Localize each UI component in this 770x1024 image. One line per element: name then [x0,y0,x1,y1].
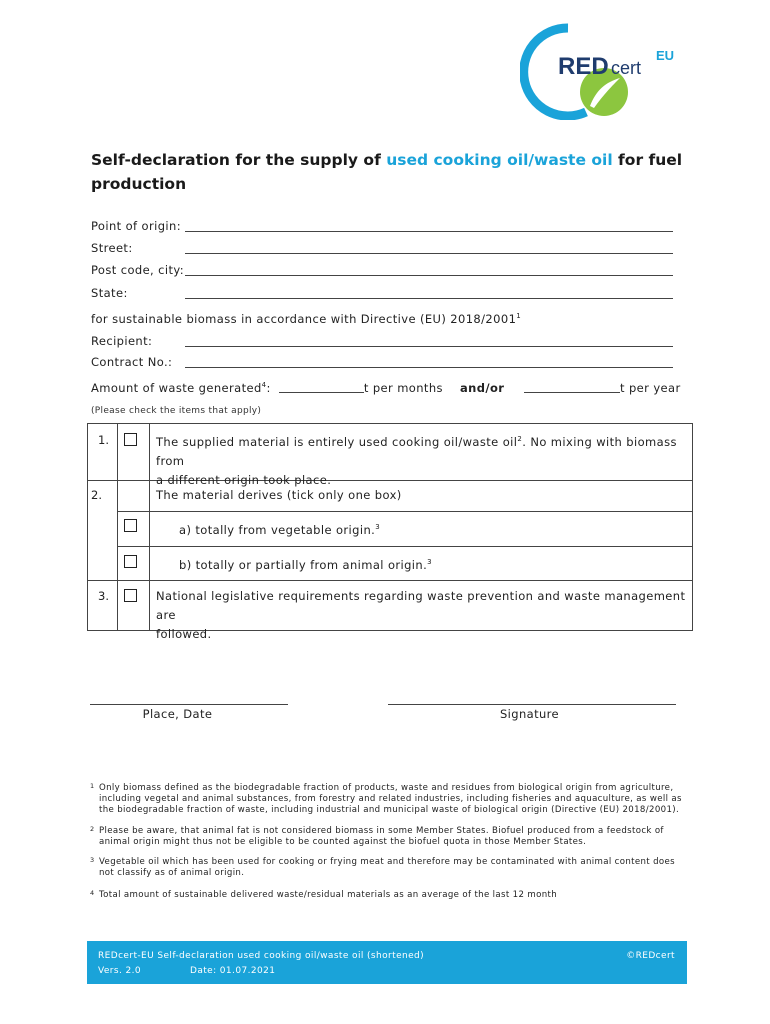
item-3-checkbox[interactable] [124,589,137,602]
post-code-label: Post code, city: [91,263,185,277]
post-code-field[interactable] [185,275,673,276]
footer-copyright: ©REDcert [626,951,675,961]
footnote-3-text: Vegetable oil which has been used for cooking or frying meat and therefore may be contaminated with animal content does not classify as of animal origin. [99,857,675,878]
street-label: Street: [91,241,133,255]
point-of-origin-field[interactable] [185,231,673,232]
state-row [91,286,673,306]
item-1-text [156,430,688,490]
table-divider [149,424,150,630]
contract-field[interactable] [185,367,673,368]
item-2a-text [179,518,380,540]
item-2-text: The material derives (tick only one box) [156,488,402,502]
amount-footnote-ref: 4 [261,381,267,389]
footer-doc-title: REDcert-EU Self-declaration used cooking oil/waste oil (shortened) [98,951,425,961]
title-part1: Self-declaration for the supply of [91,151,387,169]
item-1-footnote-ref: 2 [517,435,523,443]
signature-caption: Signature [499,707,560,721]
signature-line[interactable] [388,704,676,705]
recipient-field[interactable] [185,346,673,347]
post-code-row [91,263,673,283]
amount-label: Amount of waste generated [91,381,262,395]
point-of-origin-row [91,219,673,239]
item-2b-footnote-ref: 3 [427,558,432,566]
point-of-origin-label: Point of origin: [91,219,181,233]
amount-months-field[interactable] [279,381,364,393]
table-divider [117,511,692,512]
title-part2: for fuel production [91,151,683,193]
footnote-3-mark: 3 [90,856,95,864]
recipient-row [91,334,673,354]
logo-eu-text: EU [656,48,675,63]
place-date-caption: Place, Date [142,707,213,721]
item-3-text-a: National legislative requirements regarding waste prevention and waste management are [156,589,686,622]
footnote-4-mark: 4 [90,889,95,897]
table-divider [117,546,692,547]
footnote-3 [90,857,685,879]
footnote-1-mark: 1 [90,782,95,790]
footnote-2-mark: 2 [90,825,95,833]
item-1-number: 1. [98,433,109,447]
item-2a-label: a) totally from vegetable origin. [179,523,376,537]
state-field[interactable] [185,298,673,299]
table-divider [88,580,692,581]
item-2b-checkbox[interactable] [124,555,137,568]
amount-colon: : [266,381,271,395]
item-3-number: 3. [98,589,109,603]
item-3-text [156,587,690,644]
item-2a-footnote-ref: 3 [375,523,381,531]
amount-row [91,381,443,395]
per-year-label: t per year [620,381,681,395]
page-title [91,148,691,196]
per-months-label: t per months [363,381,443,395]
item-1-text-c: a different origin took place. [156,473,332,487]
amount-year-row [524,381,681,395]
item-1-checkbox[interactable] [124,433,137,446]
table-divider [117,424,118,630]
item-2b-label: b) totally or partially from animal origin. [179,558,428,572]
amount-year-field[interactable] [524,381,620,393]
footnote-4 [90,890,685,901]
footnote-2-text: Please be aware, that animal fat is not considered biomass in some Member States. Biofuel produced from a feedstock of animal origin might thus not be eligible to be counted against the biofuel quota in those Member States. [99,826,664,847]
biomass-text: for sustainable biomass in accordance with Directive (EU) 2018/2001 [91,312,517,326]
title-highlight: used cooking oil/waste oil [386,151,613,169]
declaration-table [87,423,693,641]
item-2-number: 2. [91,488,102,502]
redcert-eu-logo [520,20,685,120]
footnote-4-text: Total amount of sustainable delivered waste/residual materials as an average of the last 12 month [99,890,558,900]
logo-cert-text: cert [611,58,642,78]
check-note: (Please check the items that apply) [91,406,262,416]
item-3-text-b: followed. [156,627,212,641]
street-field[interactable] [185,253,673,254]
and-or-label: and/or [460,381,505,395]
street-row [91,241,673,261]
footnote-1 [90,783,685,816]
contract-row [91,355,673,375]
page-footer [87,941,687,984]
footer-date: Date: 01.07.2021 [190,966,276,976]
biomass-statement [91,312,521,326]
biomass-footnote-ref: 1 [516,312,522,320]
item-1-text-a: The supplied material is entirely used cooking oil/waste oil [156,435,518,449]
item-2b-text [179,553,432,575]
footnote-2 [90,826,685,848]
contract-label: Contract No.: [91,355,173,369]
state-label: State: [91,286,128,300]
footnote-1-text: Only biomass defined as the biodegradable fraction of products, waste and residues from biological origin from agriculture, including vegetal and animal substances, from forestry and related industries, including fisheries and aquaculture, as well as the biodegradable fraction of waste, including industrial and municipal waste of biological origin (Directive (EU) 2018/2001). [99,783,682,815]
item-2a-checkbox[interactable] [124,519,137,532]
logo-graphic [520,20,685,120]
logo-red-text: RED [558,53,609,80]
place-date-line[interactable] [90,704,288,705]
footer-version: Vers. 2.0 [98,966,142,976]
recipient-label: Recipient: [91,334,153,348]
item-1-text-b: . No mixing with biomass from [156,435,677,468]
